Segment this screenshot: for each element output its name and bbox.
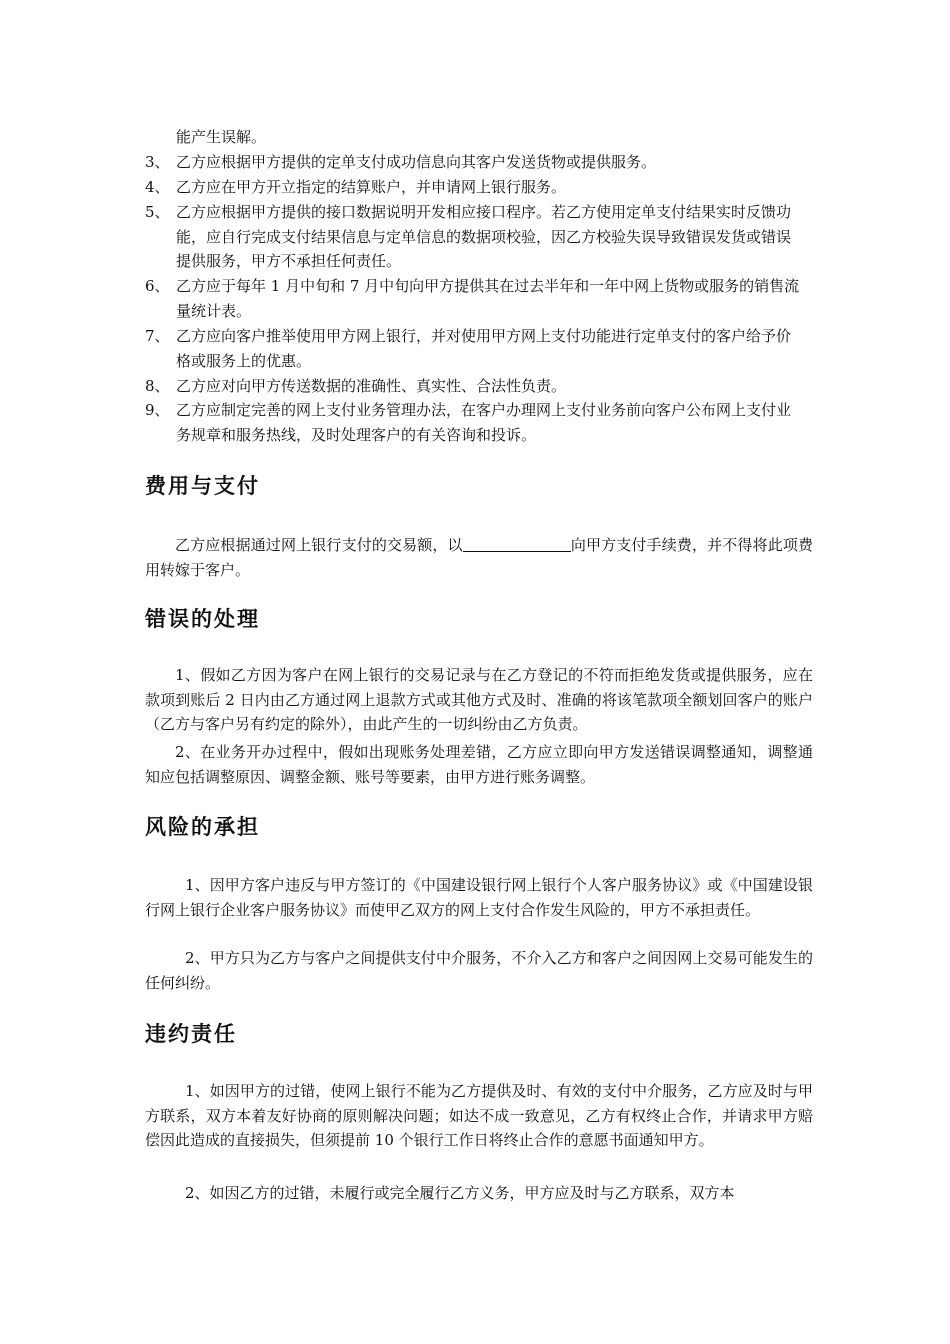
heading-breach: 违约责任 <box>145 1021 237 1046</box>
list-number: 6、 <box>145 277 170 295</box>
list-number: 5、 <box>145 203 170 221</box>
list-item-6 <box>145 274 805 323</box>
list-text: 乙方应制定完善的网上支付业务管理办法，在客户办理网上支付业务前向客户公布网上支付业务规章和服务热线，及时处理客户的有关咨询和投诉。 <box>176 401 792 444</box>
fees-text-after: 向甲方支付手续费，并不得将此项费用转嫁于客户。 <box>145 536 813 579</box>
list-item-7 <box>145 324 805 373</box>
list-number: 7、 <box>145 327 170 345</box>
list-text: 乙方应向客户推举使用甲方网上银行，并对使用甲方网上支付功能进行定单支付的客户给予价格或服务上的优惠。 <box>176 327 792 370</box>
list-item-8 <box>145 374 805 399</box>
risk-paragraph-1: 1、因甲方客户违反与甲方签订的《中国建设银行网上银行个人客户服务协议》或《中国建设银行网上银行企业客户服务协议》而使甲乙双方的网上支付合作发生风险的，甲方不承担责任。 <box>145 876 813 919</box>
heading-errors: 错误的处理 <box>145 606 260 631</box>
fees-text-before: 乙方应根据通过网上银行支付的交易额，以 <box>175 536 463 554</box>
list-item-5 <box>145 200 805 274</box>
heading-risk: 风险的承担 <box>145 814 260 839</box>
list-continuation: 能产生误解。 <box>176 128 267 146</box>
heading-fees: 费用与支付 <box>145 473 260 498</box>
list-item-3 <box>145 150 805 175</box>
list-text: 乙方应根据甲方提供的定单支付成功信息向其客户发送货物或提供服务。 <box>176 153 657 171</box>
list-text: 乙方应在甲方开立指定的结算账户，并申请网上银行服务。 <box>176 178 567 196</box>
errors-paragraph-1: 1、假如乙方因为客户在网上银行的交易记录与在乙方登记的不符而拒绝发货或提供服务，应在款项到账后 2 日内由乙方通过网上退款方式或其他方式及时、准确的将该笔款项全额划回客户的账户（乙方与客户另有约定的除外），由此产生的一切纠纷由乙方负责。 <box>145 666 813 733</box>
breach-paragraph-2: 2、如因乙方的过错，未履行或完全履行乙方义务，甲方应及时与乙方联系，双方本 <box>185 1184 735 1202</box>
breach-paragraph-1: 1、如因甲方的过错，使网上银行不能为乙方提供及时、有效的支付中介服务，乙方应及时与甲方联系，双方本着友好协商的原则解决问题；如达不成一致意见，乙方有权终止合作，并请求甲方赔偿因此造成的直接损失，但须提前 10 个银行工作日将终止合作的意愿书面通知甲方。 <box>145 1082 813 1149</box>
list-item-9 <box>145 398 805 447</box>
fees-paragraph <box>145 533 813 582</box>
list-text: 乙方应于每年 1 月中旬和 7 月中旬向甲方提供其在过去半年和一年中网上货物或服务的销售流量统计表。 <box>176 277 800 320</box>
errors-paragraph-2: 2、在业务开办过程中，假如出现账务处理差错，乙方应立即向甲方发送错误调整通知，调整通知应包括调整原因、调整金额、账号等要素，由甲方进行账务调整。 <box>145 743 813 786</box>
list-text: 乙方应对向甲方传送数据的准确性、真实性、合法性负责。 <box>176 377 567 395</box>
list-item-4 <box>145 175 805 200</box>
list-text: 乙方应根据甲方提供的接口数据说明开发相应接口程序。若乙方使用定单支付结果实时反馈功能，应自行完成支付结果信息与定单信息的数据项校验，因乙方校验失误导致错误发货或错误提供服务，甲方不承担任何责任。 <box>176 203 792 270</box>
list-number: 4、 <box>145 178 170 196</box>
list-number: 3、 <box>145 153 170 171</box>
list-number: 8、 <box>145 377 170 395</box>
list-number: 9、 <box>145 401 170 419</box>
risk-paragraph-2: 2、甲方只为乙方与客户之间提供支付中介服务，不介入乙方和客户之间因网上交易可能发生的任何纠纷。 <box>145 949 813 992</box>
fee-blank-line <box>463 535 571 552</box>
